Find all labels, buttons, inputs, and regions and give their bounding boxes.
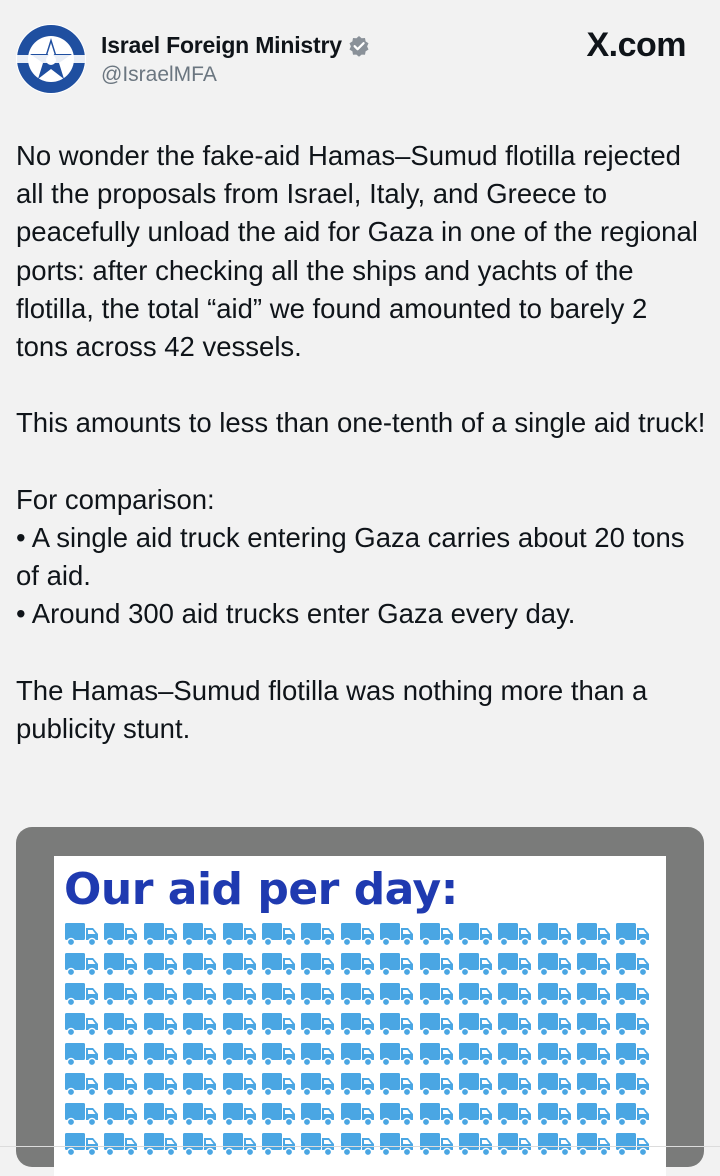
truck-icon (222, 1070, 258, 1098)
truck-icon (103, 1130, 139, 1158)
truck-icon (537, 1100, 573, 1128)
truck-row (64, 1070, 664, 1100)
truck-icon (419, 1010, 455, 1038)
verified-badge-icon (348, 35, 370, 57)
post-paragraph: This amounts to less than one-tenth of a single aid truck! (16, 407, 706, 439)
truck-icon (576, 1010, 612, 1038)
truck-icon (143, 1070, 179, 1098)
truck-icon (379, 1010, 415, 1038)
truck-icon (222, 1040, 258, 1068)
truck-icon (537, 1070, 573, 1098)
truck-icon (340, 1100, 376, 1128)
truck-icon (458, 980, 494, 1008)
truck-row (64, 1130, 664, 1160)
post-body (16, 137, 706, 786)
truck-icon (182, 920, 218, 948)
truck-icon (300, 1040, 336, 1068)
truck-icon (64, 950, 100, 978)
truck-icon (143, 1040, 179, 1068)
truck-icon (458, 1040, 494, 1068)
truck-icon (419, 1130, 455, 1158)
truck-icon (182, 1130, 218, 1158)
truck-icon (497, 1040, 533, 1068)
truck-icon (182, 1040, 218, 1068)
truck-icon (103, 1010, 139, 1038)
truck-icon (300, 980, 336, 1008)
truck-icon (537, 950, 573, 978)
truck-icon (379, 1040, 415, 1068)
author-handle[interactable]: @IsraelMFA (101, 63, 217, 86)
truck-icon (458, 1100, 494, 1128)
truck-icon (379, 1100, 415, 1128)
truck-icon (497, 1070, 533, 1098)
truck-icon (419, 1040, 455, 1068)
truck-icon (64, 1040, 100, 1068)
truck-icon (143, 1100, 179, 1128)
truck-icon (615, 1070, 651, 1098)
truck-icon (458, 1010, 494, 1038)
truck-icon (182, 1070, 218, 1098)
truck-icon (537, 1040, 573, 1068)
truck-icon (340, 950, 376, 978)
truck-icon (340, 1010, 376, 1038)
truck-icon (64, 980, 100, 1008)
truck-icon (615, 1040, 651, 1068)
post-paragraph: No wonder the fake-aid Hamas–Sumud flotilla rejected all the proposals from Israel, Italy, and Greece to peacefully unload the aid for Gaza in one of the regional ports: after checking all the ships and yachts of the flotilla, the total “aid” we found amounted to barely 2 tons across 42 vessels. (16, 140, 698, 363)
truck-icon (261, 950, 297, 978)
truck-icon (103, 950, 139, 978)
author-name-row (101, 32, 370, 59)
post-media[interactable] (16, 827, 704, 1167)
truck-icon (419, 1070, 455, 1098)
truck-icon (497, 1010, 533, 1038)
truck-icon (537, 1130, 573, 1158)
truck-icon (64, 920, 100, 948)
truck-icon (261, 1100, 297, 1128)
truck-icon (182, 950, 218, 978)
truck-icon (576, 1070, 612, 1098)
truck-icon (64, 1130, 100, 1158)
x-com-logo[interactable]: X.com (586, 26, 686, 64)
truck-icon (458, 1130, 494, 1158)
truck-icon (222, 920, 258, 948)
israel-mfa-logo-icon (16, 24, 86, 94)
truck-icon (340, 920, 376, 948)
post-header (0, 0, 720, 110)
truck-icon (576, 1040, 612, 1068)
truck-icon (379, 1070, 415, 1098)
truck-icon (64, 1010, 100, 1038)
truck-row (64, 1040, 664, 1070)
truck-icon (497, 920, 533, 948)
truck-row (64, 980, 664, 1010)
truck-icon (143, 980, 179, 1008)
truck-icon (419, 980, 455, 1008)
truck-icon (497, 950, 533, 978)
truck-icon (143, 920, 179, 948)
truck-row (64, 920, 664, 950)
truck-icon (300, 950, 336, 978)
truck-icon (576, 950, 612, 978)
truck-icon (261, 980, 297, 1008)
post-paragraph: For comparison: (16, 483, 215, 515)
post-bullet: • Around 300 aid trucks enter Gaza every day. (16, 598, 576, 630)
truck-icon (419, 1100, 455, 1128)
truck-icon (497, 980, 533, 1008)
truck-icon (300, 1010, 336, 1038)
truck-grid (64, 920, 664, 1160)
truck-icon (261, 1010, 297, 1038)
truck-icon (615, 1010, 651, 1038)
truck-icon (103, 920, 139, 948)
truck-icon (300, 1100, 336, 1128)
truck-icon (615, 920, 651, 948)
truck-icon (379, 950, 415, 978)
truck-icon (143, 1010, 179, 1038)
truck-icon (222, 1100, 258, 1128)
post-paragraph: The Hamas–Sumud flotilla was nothing more than a publicity stunt. (16, 674, 648, 744)
truck-icon (497, 1130, 533, 1158)
truck-icon (103, 1070, 139, 1098)
media-image[interactable] (54, 856, 666, 1176)
truck-icon (261, 1130, 297, 1158)
truck-icon (458, 950, 494, 978)
truck-icon (300, 920, 336, 948)
truck-icon (537, 1010, 573, 1038)
truck-icon (340, 1130, 376, 1158)
truck-icon (576, 920, 612, 948)
truck-icon (222, 950, 258, 978)
truck-icon (419, 950, 455, 978)
truck-icon (458, 920, 494, 948)
truck-icon (182, 980, 218, 1008)
truck-icon (103, 1040, 139, 1068)
truck-row (64, 950, 664, 980)
truck-icon (143, 950, 179, 978)
truck-icon (379, 1130, 415, 1158)
truck-row (64, 1100, 664, 1130)
truck-icon (576, 1130, 612, 1158)
truck-icon (379, 980, 415, 1008)
truck-icon (379, 920, 415, 948)
truck-icon (340, 1040, 376, 1068)
truck-icon (222, 1010, 258, 1038)
truck-icon (300, 1130, 336, 1158)
truck-icon (64, 1070, 100, 1098)
truck-icon (615, 950, 651, 978)
truck-icon (143, 1130, 179, 1158)
truck-icon (103, 1100, 139, 1128)
truck-icon (576, 1100, 612, 1128)
truck-icon (576, 980, 612, 1008)
post-bullet: • A single aid truck entering Gaza carries about 20 tons of aid. (16, 522, 685, 592)
truck-icon (222, 1130, 258, 1158)
truck-icon (615, 1100, 651, 1128)
divider (0, 1146, 720, 1147)
truck-icon (261, 1040, 297, 1068)
truck-icon (340, 1070, 376, 1098)
truck-icon (300, 1070, 336, 1098)
media-title: Our aid per day: (64, 864, 458, 915)
truck-icon (261, 920, 297, 948)
truck-icon (261, 1070, 297, 1098)
truck-icon (615, 980, 651, 1008)
truck-icon (537, 920, 573, 948)
truck-icon (64, 1100, 100, 1128)
truck-icon (615, 1130, 651, 1158)
truck-icon (182, 1100, 218, 1128)
truck-row (64, 1010, 664, 1040)
truck-icon (537, 980, 573, 1008)
truck-icon (497, 1100, 533, 1128)
truck-icon (103, 980, 139, 1008)
truck-icon (419, 920, 455, 948)
truck-icon (340, 980, 376, 1008)
truck-icon (222, 980, 258, 1008)
truck-icon (458, 1070, 494, 1098)
truck-icon (182, 1010, 218, 1038)
avatar[interactable] (16, 24, 86, 94)
author-display-name[interactable]: Israel Foreign Ministry (101, 32, 342, 58)
